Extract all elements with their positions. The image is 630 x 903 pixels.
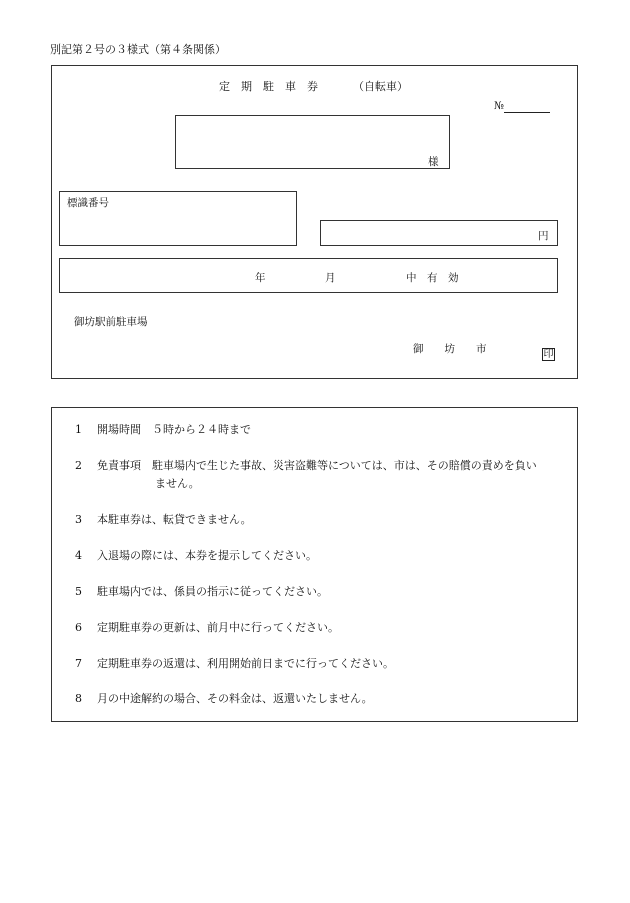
yen-suffix: 円 [538,230,549,242]
note-text: 月の中途解約の場合、その料金は、返還いたしません。 [97,692,373,705]
note-text: 定期駐車券の更新は、前月中に行ってください。 [97,621,339,634]
marker-number-label: 標識番号 [67,197,109,209]
ticket-title: 定 期 駐 車 券 [219,80,318,93]
note-number: 7 [75,657,82,670]
name-suffix: 様 [428,156,439,168]
location-name: 御坊駅前駐車場 [74,316,148,328]
note-text: 入退場の際には、本券を提示してください。 [97,549,317,562]
note-number: 8 [75,692,82,705]
note-number: 2 [75,459,82,472]
period-month: 月 [325,272,336,284]
note-text: 開場時間 ５時から２４時まで [97,423,251,436]
note-number: 6 [75,621,82,634]
note-number: 3 [75,513,82,526]
period-valid: 中 有 効 [406,272,459,284]
note-text: 定期駐車券の返還は、利用開始前日までに行ってください。 [97,657,394,670]
notes-box [51,407,578,722]
period-year: 年 [255,272,266,284]
validity-period-box [59,258,558,293]
number-label: № [494,100,504,112]
form-label: 別記第２号の３様式（第４条関係） [50,43,226,56]
note-text: 駐車場内では、係員の指示に従ってください。 [97,585,328,598]
note-number: 5 [75,585,82,598]
note-text-continued: ません。 [155,477,200,490]
note-number: 4 [75,549,82,562]
seal-mark [542,342,555,361]
issuer-name: 御 坊 市 [413,343,487,355]
note-text: 免責事項 駐車場内で生じた事故、災害盗難等については、市は、その賠償の責めを負い [97,459,537,472]
name-box [175,115,450,169]
note-text: 本駐車券は、転貸できません。 [97,513,252,526]
seal-char: 印 [543,349,554,360]
fee-box [320,220,558,246]
ticket-subtitle: （自転車） [353,80,408,93]
note-number: 1 [75,423,82,436]
number-line [504,101,550,113]
ticket-number [494,99,550,113]
